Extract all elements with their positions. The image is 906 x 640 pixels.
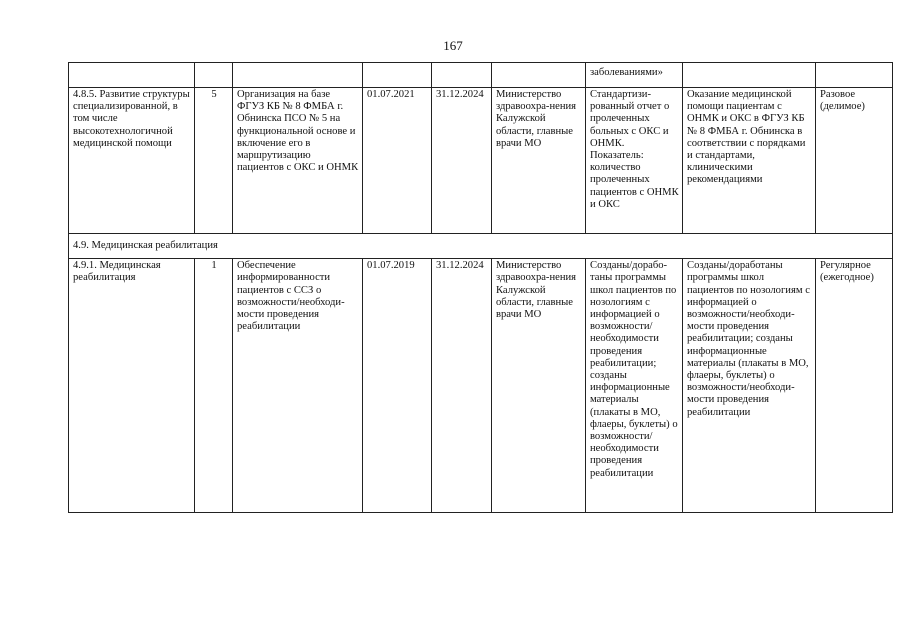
section-row-4-9 <box>69 234 893 259</box>
cell-type: Разовое (делимое) <box>816 88 893 234</box>
cell-indicator: Созданы/дорабо-таны программы школ пациентов по нозологиям с информацией о возможности/ необходимости проведения реабилитации; созданы информационные материалы (плакаты в МО, флаеры, буклеты) о возможности/ необходимости проведения реабилитации <box>586 259 683 513</box>
continuation-row <box>69 63 893 88</box>
action-plan-table <box>68 62 893 513</box>
cell-action: Организация на базе ФГУЗ КБ № 8 ФМБА г. Обнинска ПСО № 5 на функциональной основе и включение его в маршрутизацию пациентов с ОКС и ОНМК <box>233 88 363 234</box>
cell-result: Созданы/доработаны программы школ пациентов по нозологиям с информацией о возможности/необходи-мости проведения реабилитации; созданы информационные материалы (плакаты в МО, флаеры, буклеты) о возможности/необходи-мости проведения реабилитации <box>683 259 816 513</box>
cell-type: Регулярное (ежегодное) <box>816 259 893 513</box>
cell-responsible: Министерство здравоохра-нения Калужской области, главные врачи МО <box>492 88 586 234</box>
cell-empty <box>432 63 492 88</box>
table-row-4-9-1 <box>69 259 893 513</box>
cell-name: 4.8.5. Развитие структуры специализированной, в том числе высокотехнологичной медицинской помощи <box>69 88 195 234</box>
table-row-4-8-5 <box>69 88 893 234</box>
cell-num: 1 <box>195 259 233 513</box>
cell-name: 4.9.1. Медицинская реабилитация <box>69 259 195 513</box>
cell-empty <box>683 63 816 88</box>
cell-empty <box>233 63 363 88</box>
cell-start-date: 01.07.2021 <box>363 88 432 234</box>
cell-responsible: Министерство здравоохра-нения Калужской области, главные врачи МО <box>492 259 586 513</box>
cell-result: Оказание медицинской помощи пациентам с ОНМК и ОКС в ФГУЗ КБ № 8 ФМБА г. Обнинска в соответствии с порядками и стандартами, клиническими рекомендациями <box>683 88 816 234</box>
section-title: 4.9. Медицинская реабилитация <box>69 234 893 259</box>
cell-end-date: 31.12.2024 <box>432 259 492 513</box>
cell-empty <box>195 63 233 88</box>
cell-empty <box>69 63 195 88</box>
cell-empty <box>492 63 586 88</box>
cell-indicator: заболеваниями» <box>586 63 683 88</box>
cell-action: Обеспечение информированности пациентов с ССЗ о возможности/необходи-мости проведения реабилитации <box>233 259 363 513</box>
cell-indicator: Стандартизи-рованный отчет о пролеченных больных с ОКС и ОНМК. Показатель: количество пролеченных пациентов с ОНМК и ОКС <box>586 88 683 234</box>
cell-empty <box>363 63 432 88</box>
cell-num: 5 <box>195 88 233 234</box>
page-number: 167 <box>443 38 463 53</box>
cell-start-date: 01.07.2019 <box>363 259 432 513</box>
cell-end-date: 31.12.2024 <box>432 88 492 234</box>
cell-empty <box>816 63 893 88</box>
